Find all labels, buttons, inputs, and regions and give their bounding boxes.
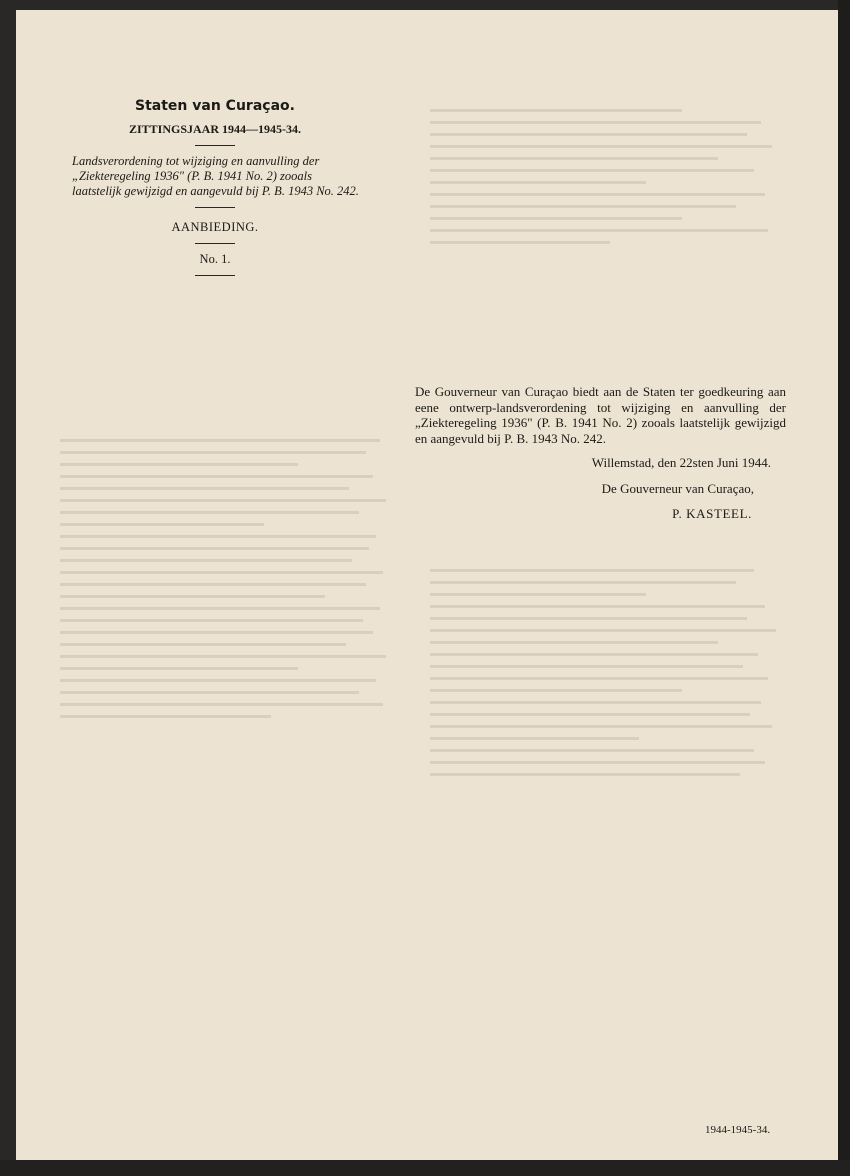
body-paragraph: De Gouverneur van Curaçao biedt aan de Staten ter goedkeuring aan eene ontwerp-landsverordening tot wijziging en aanvulling der „Ziekteregeling 1936" (P. B. 1941 No. 2) zooals laatstelijk gewijzigd en aangevuld bij P. B. 1943 No. 242. (415, 384, 786, 446)
place-and-date: Willemstad, den 22sten Juni 1944. (591, 455, 771, 470)
footer-reference: 1944-1945-34. (705, 1124, 771, 1136)
signer-name: P. KASTEEL. (672, 506, 752, 521)
divider (195, 207, 235, 208)
scan-border-bottom (0, 1160, 850, 1176)
document-type: AANBIEDING. (171, 220, 259, 234)
document-title: Staten van Curaçao. (135, 98, 295, 114)
scan-border-right (838, 0, 850, 1176)
divider (195, 275, 235, 276)
signatory-title: De Gouverneur van Curaçao, (601, 480, 754, 496)
subject-text: Landsverordening tot wijziging en aanvulling der „Ziekteregeling 1936" (P. B. 1941 No. 2) zooals laatstelijk gewijzigd en aangevuld bij P. B. 1943 No. 242. (72, 154, 359, 198)
show-through-lower-right (430, 560, 790, 785)
show-through-right-column (430, 100, 790, 253)
session-year: ZITTINGSJAAR 1944—1945-34. (128, 122, 302, 136)
divider (195, 145, 235, 146)
body-block (415, 384, 786, 522)
document-number: No. 1. (199, 252, 231, 266)
heading-block (70, 98, 360, 284)
show-through-left-column (60, 430, 400, 727)
divider (195, 243, 235, 244)
